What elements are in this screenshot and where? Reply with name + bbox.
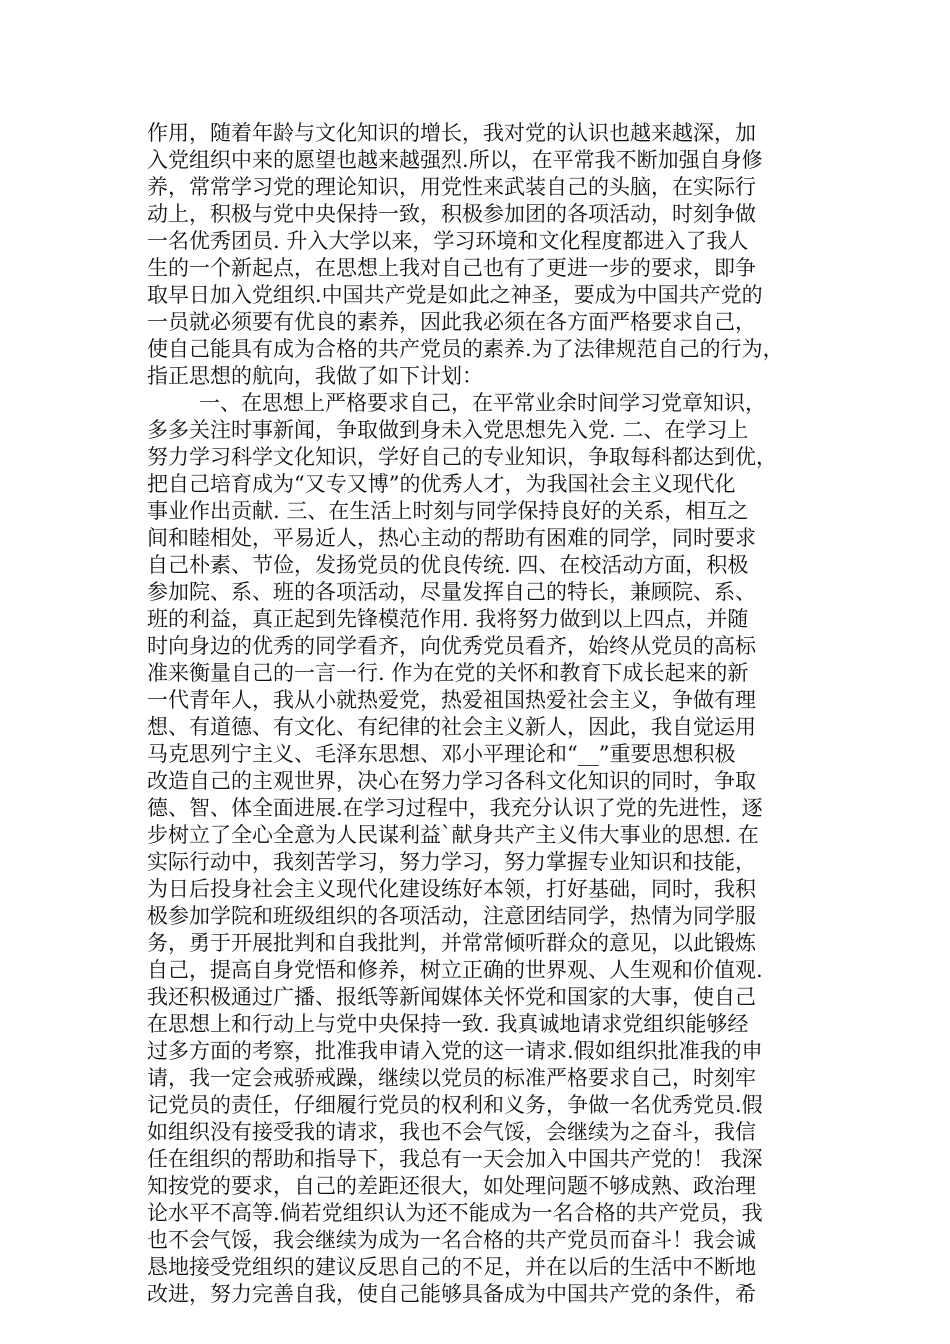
text-line: 取早日加入党组织.中国共产党是如此之神圣，要成为中国共产党的 (147, 283, 763, 307)
text-line: 事业作出贡献. 三、在生活上时刻与同学保持良好的关系，相互之 (147, 499, 749, 523)
text-line: 一、在思想上严格要求自己，在平常业余时间学习党章知识， (199, 391, 766, 415)
text-line: 把自己培育成为“又专又博”的优秀人才，为我国社会主义现代化 (147, 472, 736, 496)
text-line: 马克思列宁主义、毛泽东思想、邓小平理论和“__”重要思想积极 (147, 742, 736, 766)
text-line: 一名优秀团员. 升入大学以来，学习环境和文化程度都进入了我人 (147, 229, 749, 253)
text-line: 任在组织的帮助和指导下，我总有一天会加入中国共产党的！ 我深 (147, 1147, 763, 1171)
text-line: 请，我一定会戒骄戒躁，继续以党员的标准严格要求自己，时刻牢 (147, 1066, 756, 1090)
text-line: 改进，努力完善自我，使自己能够具备成为中国共产党的条件，希 (147, 1282, 756, 1306)
text-line: 我还积极通过广播、报纸等新闻媒体关怀党和国家的大事，使自己 (147, 985, 756, 1009)
document-body-text (147, 120, 803, 1308)
text-line: 班的利益，真正起到先锋模范作用. 我将努力做到以上四点，并随 (147, 607, 749, 631)
text-line: 记党员的责任，仔细履行党员的权利和义务，争做一名优秀党员.假 (147, 1093, 763, 1117)
text-line: 自己，提高自身党悟和修养，树立正确的世界观、人生观和价值观. (147, 958, 763, 982)
text-line: 一代青年人，我从小就热爱党，热爱祖国热爱社会主义，争做有理 (147, 688, 756, 712)
text-line: 间和睦相处，平易近人，热心主动的帮助有困难的同学，同时要求 (147, 526, 756, 550)
text-line: 为日后投身社会主义现代化建设练好本领，打好基础，同时，我积 (147, 877, 756, 901)
text-line: 务，勇于开展批判和自我批判，并常常倾听群众的意见，以此锻炼 (147, 931, 756, 955)
text-line: 过多方面的考察，批准我申请入党的这一请求.假如组织批准我的申 (147, 1039, 763, 1063)
text-line: 多多关注时事新闻，争取做到身未入党思想先入党. 二、在学习上 (147, 418, 749, 442)
text-line: 一员就必须要有优良的素养，因此我必须在各方面严格要求自己， (147, 310, 756, 334)
text-line: 动上，积极与党中央保持一致，积极参加团的各项活动，时刻争做 (147, 202, 756, 226)
text-line: 步树立了全心全意为人民谋利益`献身共产主义伟大事业的思想. 在 (147, 823, 759, 847)
text-line: 使自己能具有成为合格的共产党员的素养.为了法律规范自己的行为， (147, 337, 784, 361)
text-line: 知按党的要求，自己的差距还很大，如处理问题不够成熟、政治理 (147, 1174, 756, 1198)
text-line: 德、智、体全面进展.在学习过程中，我充分认识了党的先进性，逐 (147, 796, 763, 820)
text-line: 准来衡量自己的一言一行. 作为在党的关怀和教育下成长起来的新 (147, 661, 749, 685)
text-line: 养，常常学习党的理论知识，用党性来武装自己的头脑，在实际行 (147, 175, 756, 199)
text-line: 改造自己的主观世界，决心在努力学习各科文化知识的同时，争取 (147, 769, 756, 793)
text-line: 极参加学院和班级组织的各项活动，注意团结同学，热情为同学服 (147, 904, 756, 928)
text-line: 实际行动中，我刻苦学习，努力学习，努力掌握专业知识和技能， (147, 850, 756, 874)
text-line: 作用，随着年龄与文化知识的增长，我对党的认识也越来越深，加 (147, 121, 756, 145)
text-line: 努力学习科学文化知识，学好自己的专业知识，争取每科都达到优， (147, 445, 777, 469)
text-line: 入党组织中来的愿望也越来越强烈.所以，在平常我不断加强自身修 (147, 148, 763, 172)
text-line: 如组织没有接受我的请求，我也不会气馁，会继续为之奋斗，我信 (147, 1120, 756, 1144)
text-line: 参加院、系、班的各项活动，尽量发挥自己的特长，兼顾院、系、 (147, 580, 756, 604)
text-line: 也不会气馁，我会继续为成为一名合格的共产党员而奋斗！我会诚 (147, 1228, 756, 1252)
text-line: 论水平不高等.倘若党组织认为还不能成为一名合格的共产党员，我 (147, 1201, 763, 1225)
text-line: 想、有道德、有文化、有纪律的社会主义新人，因此，我自觉运用 (147, 715, 756, 739)
text-line: 自己朴素、节俭，发扬党员的优良传统. 四、在校活动方面，积极 (147, 553, 749, 577)
text-line: 在思想上和行动上与党中央保持一致. 我真诚地请求党组织能够经 (147, 1012, 749, 1036)
text-line: 时向身边的优秀的同学看齐，向优秀党员看齐，始终从党员的高标 (147, 634, 756, 658)
text-line: 恳地接受党组织的建议反思自己的不足，并在以后的生活中不断地 (147, 1255, 756, 1279)
text-line: 指正思想的航向，我做了如下计划： (147, 364, 483, 388)
text-line: 生的一个新起点，在思想上我对自己也有了更进一步的要求，即争 (147, 256, 756, 280)
